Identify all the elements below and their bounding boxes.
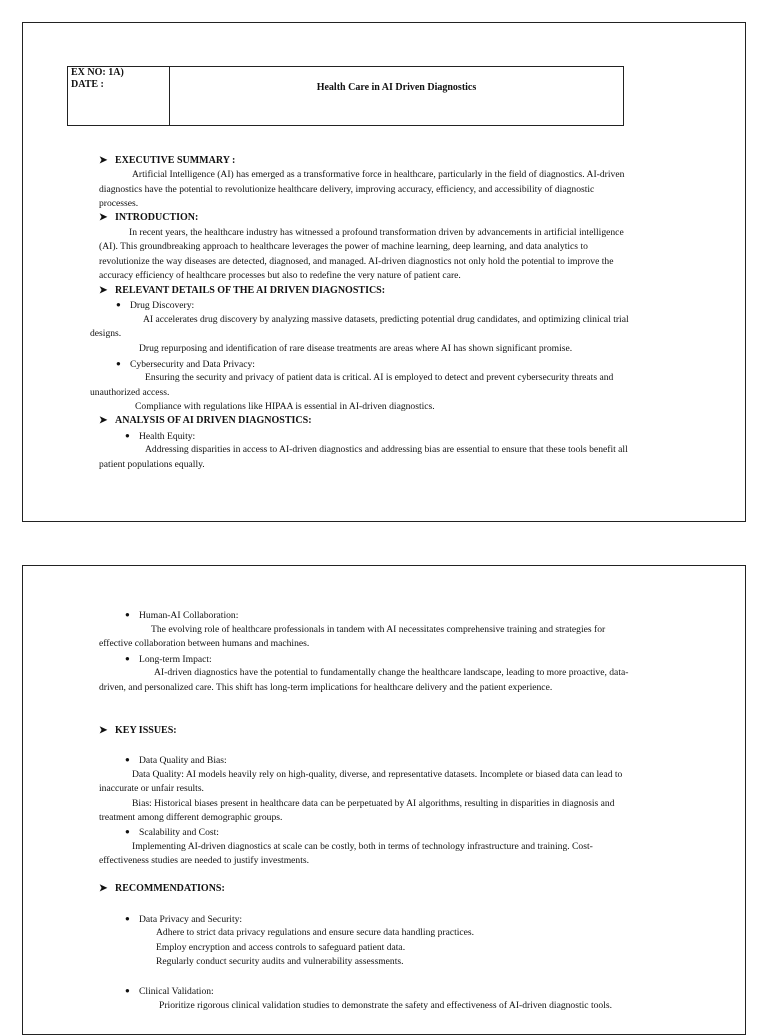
bullet-dot-icon: ● [125,431,130,440]
analysis-heading [99,414,312,429]
item-label: Drug Discovery: [130,300,195,311]
key-issues-heading [99,724,177,739]
paragraph-line: Ensuring the security and privacy of patient data is critical. AI is employed to detect and prevent cybersecurity threats and [145,372,614,383]
header-left-cell [68,67,170,125]
ex-no-label: EX NO: 1A) [71,67,124,78]
paragraph-line: diagnostics have the potential to revolutionize healthcare delivery, improving accuracy, efficiency, and accessibility of diagnostic [99,184,595,195]
item-label: Data Privacy and Security: [139,914,243,925]
document-page-1 [22,22,746,522]
paragraph-line: accuracy efficiency of healthcare processes but also to redefine the very nature of patient care. [99,270,461,281]
introduction-heading [99,211,198,226]
bullet-dot-icon: ● [125,610,130,619]
item-label: Data Quality and Bias: [139,755,227,766]
heading-text: RELEVANT DETAILS OF THE AI DRIVEN DIAGNOSTICS: [115,285,386,296]
paragraph-line: Artificial Intelligence (AI) has emerged as a transformative force in healthcare, particularly in the field of diagnostics. AI-driven [132,169,625,180]
document-page-2 [22,565,746,1035]
item-label: Long-term Impact: [139,654,212,665]
recommendations-heading [99,882,225,897]
bullet-dot-icon: ● [125,755,130,764]
document-title: Health Care in AI Driven Diagnostics [316,82,477,93]
scalability-item [125,825,219,841]
item-label: Human-AI Collaboration: [139,610,239,621]
heading-text: KEY ISSUES: [115,725,177,736]
heading-text: RECOMMENDATIONS: [115,883,225,894]
heading-text: INTRODUCTION: [115,212,199,223]
item-label: Health Equity: [139,431,196,442]
arrow-bullet-icon: ➤ [99,883,108,894]
arrow-bullet-icon: ➤ [99,725,108,736]
relevant-details-heading [99,284,385,299]
paragraph-line: Employ encryption and access controls to safeguard patient data. [156,942,406,953]
paragraph-line: Drug repurposing and identification of rare disease treatments are areas where AI has shown significant promise. [139,343,573,354]
item-label: Cybersecurity and Data Privacy: [130,359,255,370]
bullet-dot-icon: ● [125,654,130,663]
paragraph-line: Regularly conduct security audits and vulnerability assessments. [156,956,404,967]
paragraph-line: unauthorized access. [90,387,170,398]
heading-text: EXECUTIVE SUMMARY : [115,155,236,166]
paragraph-line: designs. [90,328,122,339]
item-label: Scalability and Cost: [139,827,219,838]
paragraph-line: (AI). This groundbreaking approach to healthcare leverages the power of machine learning, deep learning, and data analytics to [99,241,588,252]
arrow-bullet-icon: ➤ [99,212,108,223]
arrow-bullet-icon: ➤ [99,285,108,296]
bullet-dot-icon: ● [125,914,130,923]
paragraph-line: Data Quality: AI models heavily rely on high-quality, diverse, and representative datasets. Incomplete or biased data can lead to [132,769,623,780]
paragraph-line: Addressing disparities in access to AI-driven diagnostics and addressing bias are essential to ensure that these tools benefit all [145,444,628,455]
paragraph-line: processes. [99,198,139,209]
paragraph-line: effective collaboration between humans and machines. [99,638,310,649]
paragraph-line: AI accelerates drug discovery by analyzing massive datasets, predicting potential drug candidates, and optimizing clinical trial [143,314,629,325]
human-ai-item [125,608,238,624]
bullet-dot-icon: ● [116,300,121,309]
data-quality-item [125,753,227,769]
paragraph-line: driven, and personalized care. This shift has long-term implications for healthcare delivery and the patient experience. [99,682,553,693]
item-label: Clinical Validation: [139,986,214,997]
executive-summary-heading [99,154,235,169]
paragraph-line: treatment among different demographic groups. [99,812,283,823]
paragraph-line: The evolving role of healthcare professionals in tandem with AI necessitates comprehensive training and strategies for [151,624,606,635]
paragraph-line: revolutionize the way diseases are detected, diagnosed, and managed. AI-driven diagnostics not only hold the potential to improve the [99,256,614,267]
paragraph-line: Bias: Historical biases present in healthcare data can be perpetuated by AI algorithms, resulting in disparities in diagnosis and [132,798,615,809]
paragraph-line: Adhere to strict data privacy regulations and ensure secure data handling practices. [156,927,475,938]
bullet-dot-icon: ● [125,827,130,836]
paragraph-line: patient populations equally. [99,459,205,470]
clinical-validation-item [125,984,214,1000]
drug-discovery-item [116,298,194,314]
paragraph-line: Implementing AI-driven diagnostics at scale can be costly, both in terms of technology infrastructure and training. Cost- [132,841,593,852]
paragraph-line: inaccurate or unfair results. [99,783,204,794]
bullet-dot-icon: ● [116,359,121,368]
paragraph-line: Prioritize rigorous clinical validation studies to demonstrate the safety and effectiveness of AI-driven diagnostic tools. [159,1000,613,1011]
paragraph-line: effectiveness studies are needed to justify investments. [99,855,310,866]
paragraph-line: AI-driven diagnostics have the potential to fundamentally change the healthcare landscape, leading to more proactive, data- [154,667,629,678]
paragraph-line: Compliance with regulations like HIPAA is essential in AI-driven diagnostics. [135,401,435,412]
paragraph-line: In recent years, the healthcare industry has witnessed a profound transformation driven by advancements in artificial intelligence [129,227,624,238]
date-label: DATE : [71,79,104,90]
arrow-bullet-icon: ➤ [99,415,108,426]
header-table [67,66,624,126]
bullet-dot-icon: ● [125,986,130,995]
arrow-bullet-icon: ➤ [99,155,108,166]
heading-text: ANALYSIS OF AI DRIVEN DIAGNOSTICS: [115,415,312,426]
